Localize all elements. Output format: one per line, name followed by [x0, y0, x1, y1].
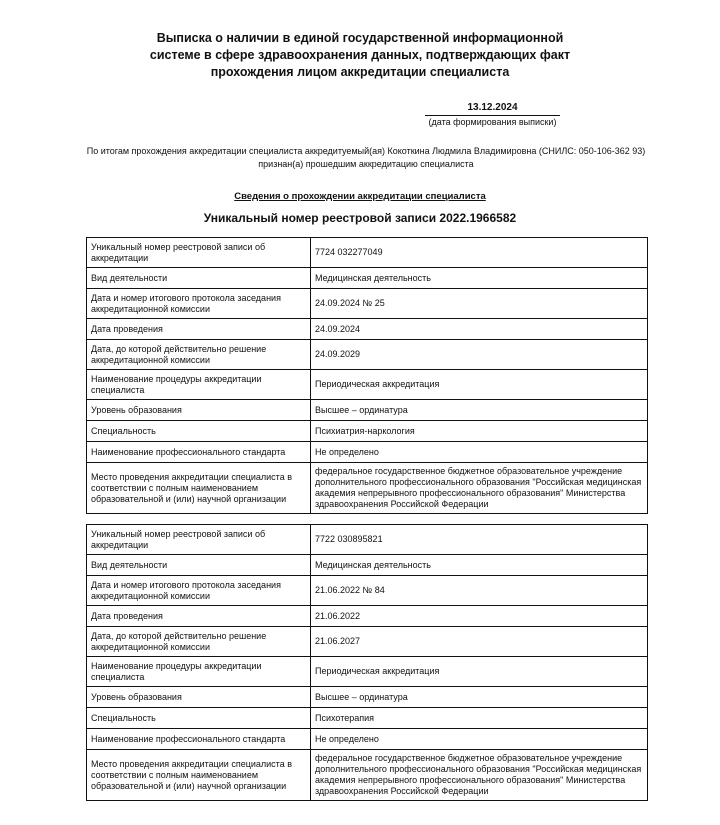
table-row: [87, 657, 648, 687]
table-row: [87, 370, 648, 400]
row-label: Место проведения аккредитации специалиста в соответствии с полным наименованием образовательной и (или) научной организации: [87, 463, 311, 514]
row-label: Вид деятельности: [87, 268, 311, 289]
document-title: [120, 30, 600, 81]
row-value: федеральное государственное бюджетное образовательное учреждение дополнительного профессионального образования "Российская медицинская академия непрерывного профессионального образования" Министерства здравоохранения Российской Федерации: [311, 463, 648, 514]
accreditation-record-table: [86, 237, 648, 514]
row-label: Наименование процедуры аккредитации специалиста: [87, 370, 311, 400]
row-label: Дата, до которой действительно решение аккредитационной комиссии: [87, 627, 311, 657]
row-label: Дата проведения: [87, 606, 311, 627]
row-value: Высшее – ординатура: [311, 687, 648, 708]
row-value: Высшее – ординатура: [311, 400, 648, 421]
table-row: [87, 319, 648, 340]
issue-date: 13.12.2024: [425, 102, 560, 116]
table-row: [87, 606, 648, 627]
row-label: Дата, до которой действительно решение аккредитационной комиссии: [87, 340, 311, 370]
section-title: Сведения о прохождении аккредитации специалиста: [234, 191, 486, 202]
row-label: Уникальный номер реестровой записи об аккредитации: [87, 525, 311, 555]
row-value: Медицинская деятельность: [311, 555, 648, 576]
row-value: 24.09.2029: [311, 340, 648, 370]
row-label: Уровень образования: [87, 400, 311, 421]
row-value: Психиатрия-наркология: [311, 421, 648, 442]
row-label: Специальность: [87, 708, 311, 729]
table-row: [87, 627, 648, 657]
table-row: [87, 463, 648, 514]
table-row: [87, 400, 648, 421]
row-value: Периодическая аккредитация: [311, 657, 648, 687]
row-label: Дата проведения: [87, 319, 311, 340]
table-row: [87, 525, 648, 555]
table-row: [87, 421, 648, 442]
table-row: [87, 238, 648, 268]
table-row: [87, 576, 648, 606]
row-value: 24.09.2024 № 25: [311, 289, 648, 319]
table-row: [87, 268, 648, 289]
table-row: [87, 708, 648, 729]
table-row: [87, 750, 648, 801]
accreditation-record-table: [86, 524, 648, 801]
table-row: [87, 555, 648, 576]
row-value: 7724 032277049: [311, 238, 648, 268]
table-row: [87, 729, 648, 750]
row-value: Периодическая аккредитация: [311, 370, 648, 400]
row-value: 21.06.2022 № 84: [311, 576, 648, 606]
intro-text: По итогам прохождения аккредитации специалиста аккредитуемый(ая) Кокоткина Людмила Владимировна (СНИЛС: 050-106-362 93) признан(а) прошедшим аккредитацию специалиста: [86, 146, 646, 169]
table-row: [87, 340, 648, 370]
row-value: Не определено: [311, 729, 648, 750]
table-row: [87, 687, 648, 708]
row-label: Уникальный номер реестровой записи об аккредитации: [87, 238, 311, 268]
issue-date-block: [425, 102, 560, 128]
issue-date-caption: (дата формирования выписки): [428, 117, 557, 127]
row-value: 24.09.2024: [311, 319, 648, 340]
row-label: Уровень образования: [87, 687, 311, 708]
title-line: Выписка о наличии в единой государственной информационной: [156, 31, 564, 45]
row-label: Дата и номер итогового протокола заседания аккредитационной комиссии: [87, 576, 311, 606]
record-title: Уникальный номер реестровой записи 2022.1966582: [203, 211, 517, 225]
row-value: Не определено: [311, 442, 648, 463]
row-label: Наименование процедуры аккредитации специалиста: [87, 657, 311, 687]
row-label: Наименование профессионального стандарта: [87, 729, 311, 750]
row-label: Вид деятельности: [87, 555, 311, 576]
row-label: Наименование профессионального стандарта: [87, 442, 311, 463]
row-label: Специальность: [87, 421, 311, 442]
row-label: Место проведения аккредитации специалиста в соответствии с полным наименованием образовательной и (или) научной организации: [87, 750, 311, 801]
table-row: [87, 442, 648, 463]
title-line: прохождения лицом аккредитации специалиста: [210, 65, 510, 79]
row-value: федеральное государственное бюджетное образовательное учреждение дополнительного профессионального образования "Российская медицинская академия непрерывного профессионального образования" Министерства здравоохранения Российской Федерации: [311, 750, 648, 801]
row-value: Психотерапия: [311, 708, 648, 729]
row-label: Дата и номер итогового протокола заседания аккредитационной комиссии: [87, 289, 311, 319]
row-value: 21.06.2022: [311, 606, 648, 627]
row-value: Медицинская деятельность: [311, 268, 648, 289]
row-value: 7722 030895821: [311, 525, 648, 555]
title-line: системе в сфере здравоохранения данных, подтверждающих факт: [149, 48, 571, 62]
table-row: [87, 289, 648, 319]
row-value: 21.06.2027: [311, 627, 648, 657]
